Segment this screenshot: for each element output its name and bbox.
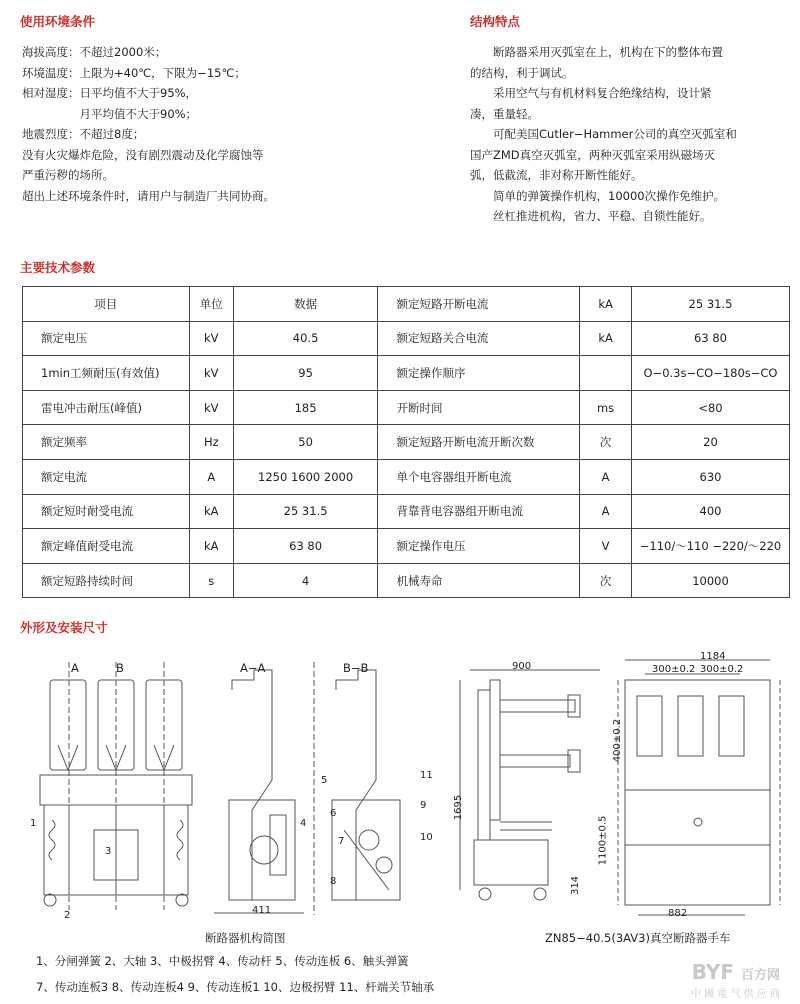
- param-value: 25 31.5: [233, 494, 378, 529]
- param-name: 单个电容器组开断电流: [378, 459, 580, 494]
- struct-line: 采用空气与有机材料复合绝缘结构，设计紧: [470, 86, 712, 100]
- param-name: 额定短路开断电流开断次数: [378, 425, 580, 460]
- param-unit: s: [189, 563, 233, 598]
- part-number: 3: [105, 846, 112, 857]
- param-unit: A: [189, 459, 233, 494]
- watermark-sub: 中 國 電 气 供 应 商: [690, 989, 780, 1000]
- struct-line: 国产ZMD真空灭弧室，两种灭弧室采用纵磁场灭: [470, 147, 716, 162]
- dim-411: 411: [252, 905, 272, 916]
- param-unit: A: [580, 494, 632, 529]
- table-row: [23, 390, 790, 425]
- param-name: 额定电压: [23, 321, 190, 356]
- part-number: 2: [64, 910, 71, 921]
- view-label-aa: A−A: [240, 661, 266, 675]
- dim-882: 882: [668, 908, 688, 919]
- param-value: 40.5: [233, 321, 378, 356]
- legend-line-2: 7、传动连板3 8、传动连板4 9、传动连板1 10、边极拐臂 11、杆端关节轴承: [36, 980, 435, 994]
- env-line: 相对湿度：日平均值不大于95%，: [22, 86, 198, 100]
- part-number: 5: [321, 775, 328, 786]
- param-name: 额定短路持续时间: [23, 563, 190, 598]
- watermark-brand-text: BYF: [691, 960, 735, 984]
- struct-line: 简单的弹簧操作机构，10000次操作免维护。: [470, 188, 726, 203]
- struct-features: [470, 42, 737, 227]
- param-unit: kV: [189, 356, 233, 391]
- table-row: [23, 459, 790, 494]
- param-value: <80: [632, 390, 790, 425]
- param-unit: kA: [189, 494, 233, 529]
- param-value: 95: [233, 356, 378, 391]
- param-value: 63 80: [233, 529, 378, 564]
- part-number: 7: [338, 836, 345, 847]
- param-unit: [580, 356, 632, 391]
- param-name: 额定短时耐受电流: [23, 494, 190, 529]
- dim-400: 400±0.2: [612, 718, 624, 763]
- part-number: 10: [420, 832, 433, 843]
- struct-line: 可配美国Cutler−Hammer公司的真空灭弧室和: [470, 127, 737, 141]
- param-name: 额定短路开断电流: [378, 287, 580, 322]
- env-line: 没有火灾爆炸危险，没有剧烈震动及化学腐蚀等: [22, 147, 264, 162]
- view-label-bb: B−B: [343, 661, 369, 675]
- env-line: 地震烈度：不超过8度；: [22, 127, 145, 141]
- legend-line-1: 1、分闸弹簧 2、大轴 3、中极拐臂 4、传动杆 5、传动连板 6、触头弹簧: [36, 954, 409, 968]
- struct-line: 丝杠推进机构，省力、平稳、自锁性能好。: [470, 209, 712, 223]
- param-value: O−0.3s−CO−180s−CO: [632, 356, 790, 391]
- param-value: 630: [632, 459, 790, 494]
- struct-line: 弧，低截流，非对称开断性能好。: [470, 168, 643, 182]
- dim-300-left: 300±0.2: [652, 664, 696, 675]
- param-name: 额定短路关合电流: [378, 321, 580, 356]
- struct-title: 结构特点: [470, 14, 521, 29]
- param-unit: A: [580, 459, 632, 494]
- part-number: 11: [420, 770, 433, 781]
- param-unit: kA: [189, 529, 233, 564]
- dims-title: 外形及安装尺寸: [20, 620, 108, 635]
- param-unit: 次: [580, 563, 632, 598]
- view-label-b: B: [116, 661, 124, 675]
- table-row: [23, 356, 790, 391]
- dim-1184: 1184: [700, 651, 726, 662]
- param-unit: ms: [580, 390, 632, 425]
- env-line: 严重污秽的场所。: [22, 168, 114, 182]
- table-row: [23, 425, 790, 460]
- caption-handcart: ZN85−40.5(3AV3)真空断路器手车: [545, 931, 731, 945]
- param-name: 背靠背电容器组开断电流: [378, 494, 580, 529]
- env-conditions: [22, 42, 275, 206]
- param-name: 1min工频耐压(有效值): [23, 356, 190, 391]
- part-number: 6: [330, 808, 337, 819]
- param-value: 4: [233, 563, 378, 598]
- param-value: −110/～110 −220/～220: [632, 529, 790, 564]
- param-unit: V: [580, 529, 632, 564]
- param-name: 额定电流: [23, 459, 190, 494]
- param-name: 额定频率: [23, 425, 190, 460]
- watermark-brand: [692, 960, 780, 984]
- param-unit: kV: [189, 321, 233, 356]
- header-data: 数据: [233, 287, 378, 322]
- params-title: 主要技术参数: [20, 260, 96, 275]
- param-name: 额定峰值耐受电流: [23, 529, 190, 564]
- dim-314: 314: [570, 875, 582, 896]
- param-unit: Hz: [189, 425, 233, 460]
- table-row: [23, 321, 790, 356]
- param-unit: kA: [580, 321, 632, 356]
- env-line: 超出上述环境条件时，请用户与制造厂共同协商。: [22, 188, 275, 203]
- param-value: 185: [233, 390, 378, 425]
- param-value: 25 31.5: [632, 287, 790, 322]
- struct-line: 凑，重量轻。: [470, 106, 539, 121]
- table-row: [23, 494, 790, 529]
- param-name: 机械寿命: [378, 563, 580, 598]
- param-value: 1250 1600 2000: [233, 459, 378, 494]
- param-value: 50: [233, 425, 378, 460]
- param-value: 400: [632, 494, 790, 529]
- watermark-site: 百方网: [740, 968, 780, 983]
- view-label-a: A: [71, 661, 79, 675]
- part-number: 9: [420, 800, 427, 811]
- env-line: 月平均值不大于90%；: [22, 106, 198, 121]
- param-unit: kA: [580, 287, 632, 322]
- param-value: 20: [632, 425, 790, 460]
- param-name: 额定操作电压: [378, 529, 580, 564]
- param-unit: kV: [189, 390, 233, 425]
- param-value: 10000: [632, 563, 790, 598]
- params-table: [22, 286, 790, 598]
- caption-mechanism: 断路器机构简图: [205, 931, 286, 945]
- param-unit: 次: [580, 425, 632, 460]
- dim-1100: 1100±0.5: [597, 815, 609, 866]
- header-unit: 单位: [189, 287, 233, 322]
- param-value: 63 80: [632, 321, 790, 356]
- part-number: 8: [330, 876, 337, 887]
- dim-300-right: 300±0.2: [700, 664, 744, 675]
- header-item: 项目: [23, 287, 190, 322]
- handcart-drawing: [440, 650, 790, 930]
- table-row: [23, 563, 790, 598]
- struct-line: 的结构，利于调试。: [470, 65, 574, 80]
- mechanism-drawing: [14, 650, 444, 930]
- table-row: [23, 287, 790, 322]
- env-line: 环境温度：上限为+40℃，下限为−15℃；: [22, 65, 246, 80]
- part-number: 1: [30, 818, 37, 829]
- param-name: 雷电冲击耐压(峰值): [23, 390, 190, 425]
- part-number: 4: [300, 818, 307, 829]
- env-line: 海拔高度：不超过2000米；: [22, 45, 167, 59]
- table-row: [23, 529, 790, 564]
- struct-line: 断路器采用灭弧室在上，机构在下的整体布置: [470, 45, 723, 59]
- param-name: 开断时间: [378, 390, 580, 425]
- env-title: 使用环境条件: [20, 14, 96, 29]
- param-name: 额定操作顺序: [378, 356, 580, 391]
- dim-1695: 1695: [453, 794, 465, 821]
- dim-900: 900: [512, 661, 532, 672]
